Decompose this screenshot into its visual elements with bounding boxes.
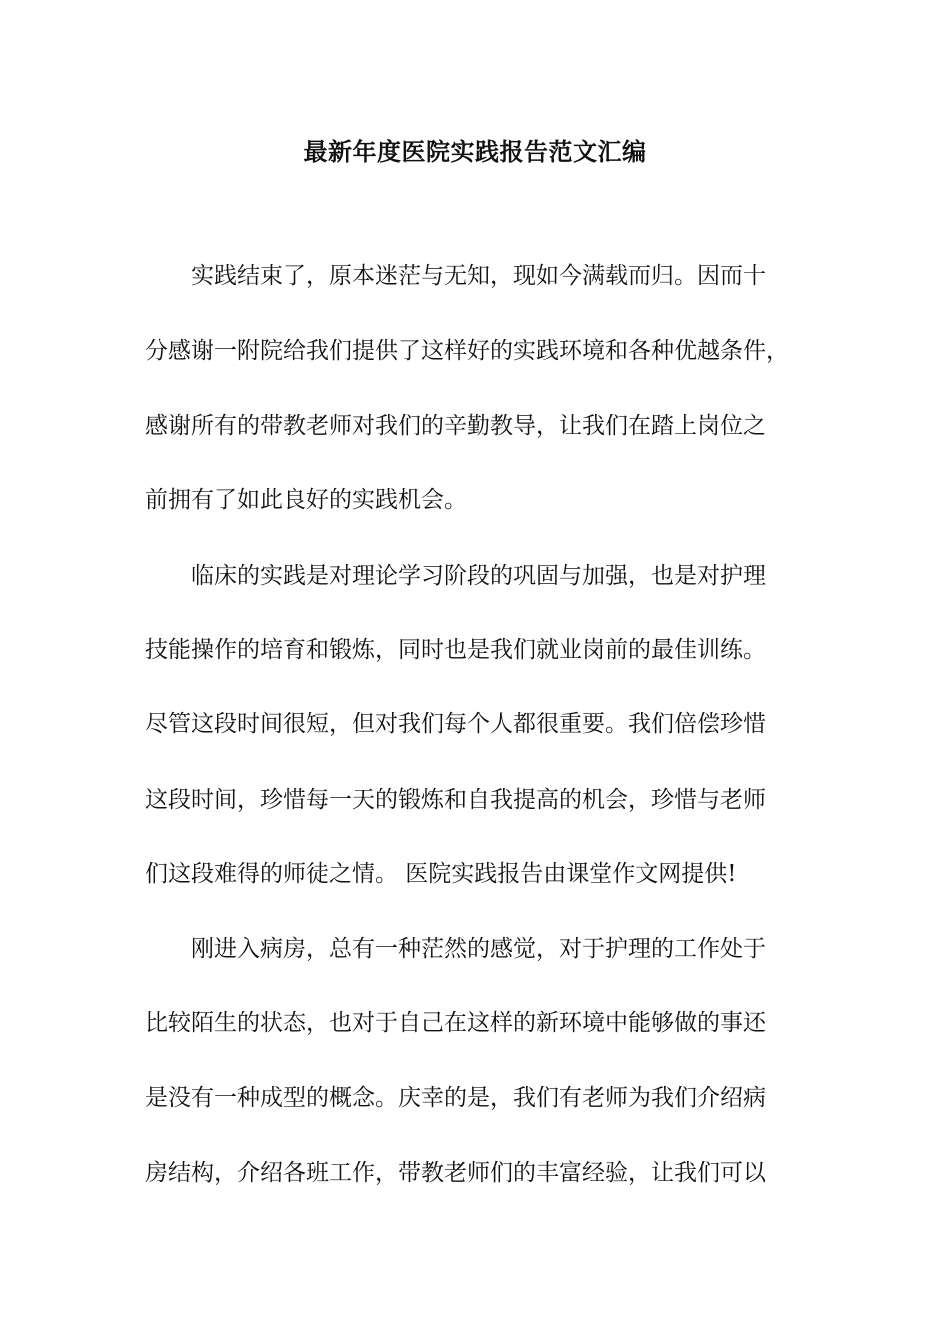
body-line: 是没有一种成型的概念。庆幸的是，我们有老师为我们介绍病: [145, 1085, 766, 1111]
body-line: 分感谢一附院给我们提供了这样好的实践环境和各种优越条件，: [145, 338, 789, 364]
body-line: 们这段难得的师徒之情。 医院实践报告由课堂作文网提供!: [145, 861, 737, 887]
body-line: 感谢所有的带教老师对我们的辛勤教导，让我们在踏上岗位之: [145, 413, 766, 439]
body-line: 临床的实践是对理论学习阶段的巩固与加强，也是对护理: [145, 563, 766, 589]
body-line: 实践结束了，原本迷茫与无知，现如今满载而归。因而十: [145, 263, 766, 289]
body-line: 尽管这段时间很短，但对我们每个人都很重要。我们倍偿珍惜: [145, 711, 766, 737]
body-line: 比较陌生的状态，也对于自己在这样的新环境中能够做的事还: [145, 1010, 766, 1036]
body-line: 房结构，介绍各班工作，带教老师们的丰富经验，让我们可以: [145, 1160, 766, 1186]
body-line: 技能操作的培育和锻炼，同时也是我们就业岗前的最佳训练。: [145, 637, 766, 663]
document-title: 最新年度医院实践报告范文汇编: [303, 137, 647, 166]
body-line: 这段时间，珍惜每一天的锻炼和自我提高的机会，珍惜与老师: [145, 787, 766, 813]
body-line: 前拥有了如此良好的实践机会。: [145, 487, 467, 513]
body-line: 刚进入病房，总有一种茫然的感觉，对于护理的工作处于: [145, 936, 766, 962]
